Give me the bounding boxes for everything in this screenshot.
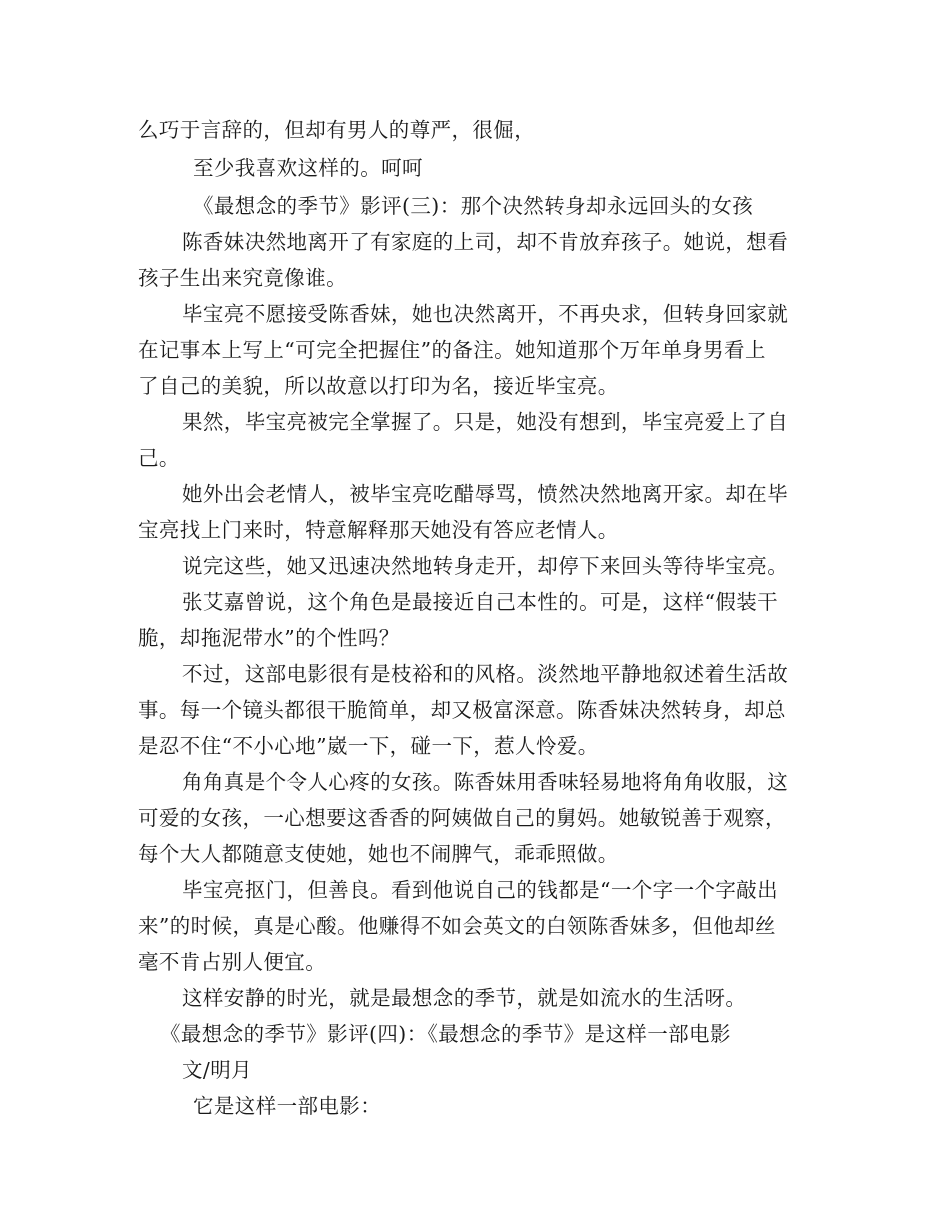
text-line: 至少我喜欢这样的。呵呵 <box>193 156 423 180</box>
text-line: 毕宝亮抠门，但善良。看到他说自己的钱都是“一个字一个字敲出 <box>182 878 779 902</box>
text-line: 是忍不住“不小心地”崴一下，碰一下，惹人怜爱。 <box>138 734 599 758</box>
text-line: 她外出会老情人，被毕宝亮吃醋辱骂，愤然决然地离开家。却在毕 <box>182 482 789 506</box>
text-line: 来”的时候，真是心酸。他赚得不如会英文的白领陈香妹多，但他却丝 <box>138 914 776 938</box>
text-line: 果然，毕宝亮被完全掌握了。只是，她没有想到，毕宝亮爱上了自 <box>182 410 789 434</box>
text-line: 毕宝亮不愿接受陈香妹，她也决然离开，不再央求，但转身回家就 <box>182 302 789 326</box>
text-line: 了自己的美貌，所以故意以打印为名，接近毕宝亮。 <box>138 374 619 398</box>
text-line: 毫不肯占别人便宜。 <box>138 950 327 974</box>
author-line: 文/明月 <box>182 1058 253 1082</box>
text-line: 说完这些，她又迅速决然地转身走开，却停下来回头等待毕宝亮。 <box>182 554 789 578</box>
section-heading: 《最想念的季节》影评(四)：《最想念的季节》是这样一部电影 <box>160 1022 731 1046</box>
text-line: 孩子生出来究竟像谁。 <box>138 266 347 290</box>
text-line: 这样安静的时光，就是最想念的季节，就是如流水的生活呀。 <box>182 986 747 1010</box>
text-line: 每个大人都随意支使她，她也不闹脾气，乖乖照做。 <box>138 842 619 866</box>
text-line: 宝亮找上门来时，特意解释那天她没有答应老情人。 <box>138 518 619 542</box>
text-line: 它是这样一部电影： <box>193 1094 382 1118</box>
text-line: 角角真是个令人心疼的女孩。陈香妹用香味轻易地将角角收服，这 <box>182 770 789 794</box>
text-line: 么巧于言辞的，但却有男人的尊严，很倔， <box>138 118 536 142</box>
text-line: 陈香妹决然地离开了有家庭的上司，却不肯放弃孩子。她说，想看 <box>182 230 789 254</box>
text-line: 事。每一个镜头都很干脆简单，却又极富深意。陈香妹决然转身，却总 <box>138 698 786 722</box>
text-line: 脆，却拖泥带水”的个性吗？ <box>138 626 400 650</box>
text-line: 在记事本上写上“可完全把握住”的备注。她知道那个万年单身男看上 <box>138 338 766 362</box>
text-line: 己。 <box>138 446 180 470</box>
text-line: 张艾嘉曾说，这个角色是最接近自己本性的。可是，这样“假装干 <box>182 590 779 614</box>
text-line: 不过，这部电影很有是枝裕和的风格。淡然地平静地叙述着生活故 <box>182 662 789 686</box>
section-heading: 《最想念的季节》影评(三)：那个决然转身却永远回头的女孩 <box>193 194 754 218</box>
text-line: 可爱的女孩，一心想要这香香的阿姨做自己的舅妈。她敏锐善于观察， <box>138 806 786 830</box>
